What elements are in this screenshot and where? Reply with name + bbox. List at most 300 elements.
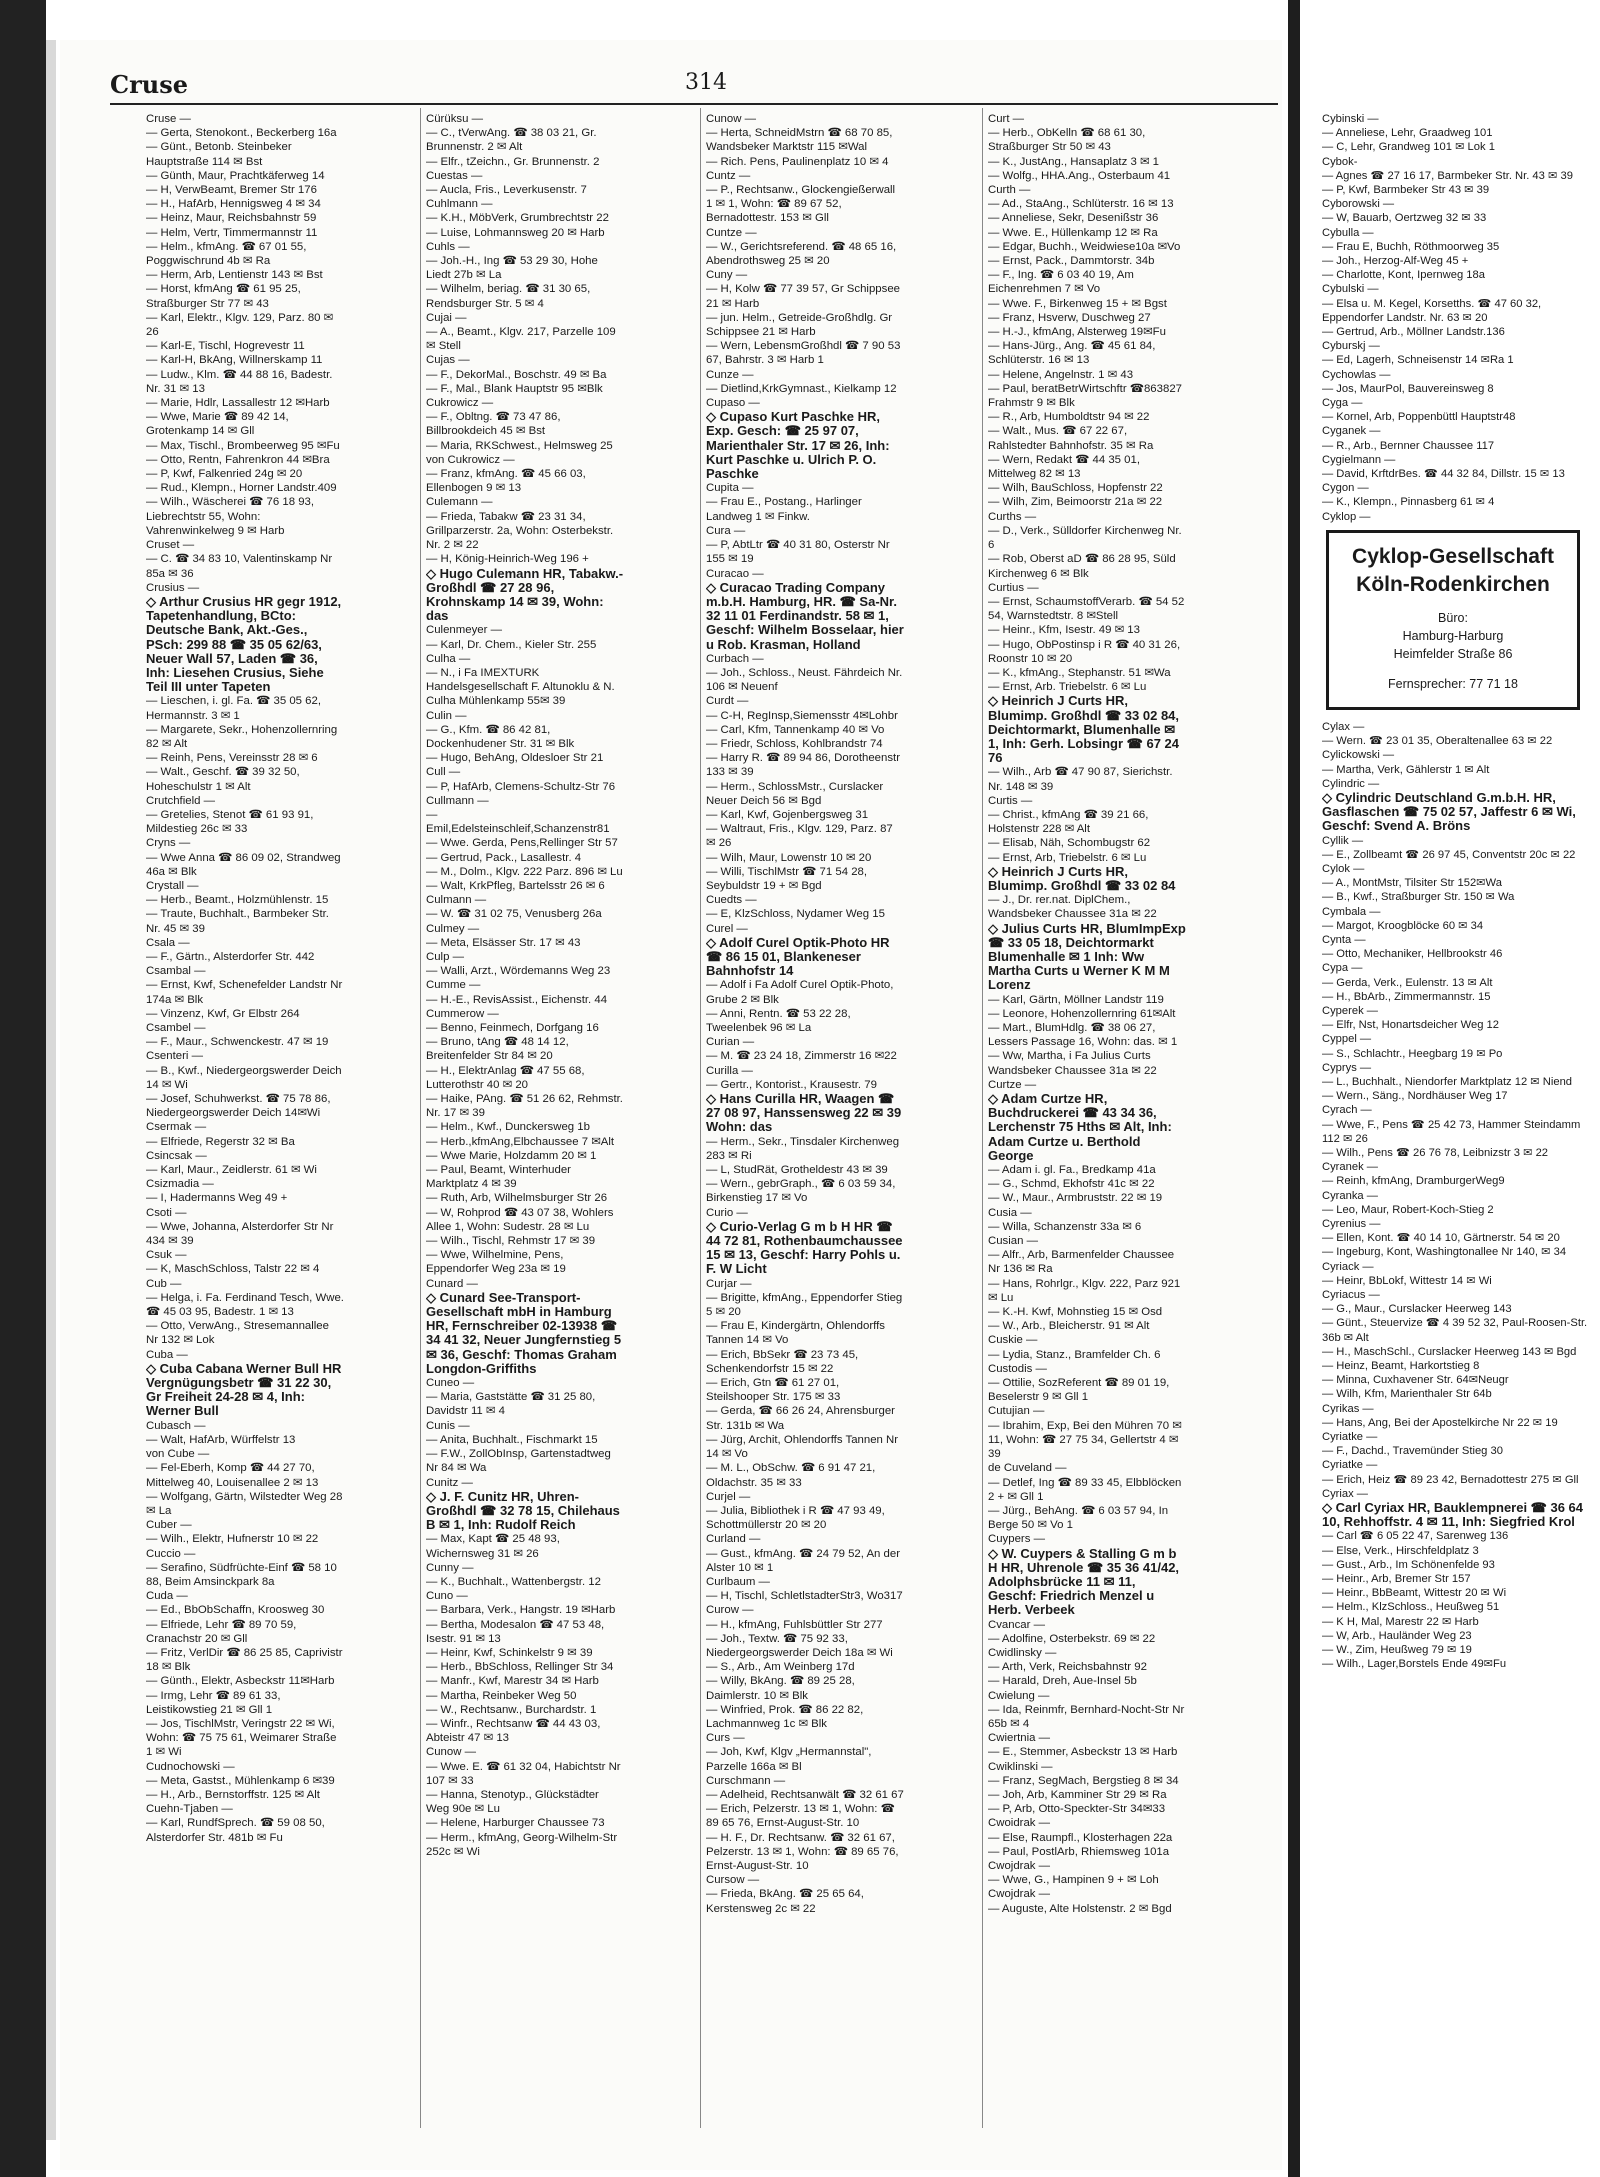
directory-entry: — Manfr., Kwf, Marestr 34 ✉ Harb xyxy=(426,1675,599,1688)
directory-entry: Cuhlmann — xyxy=(426,198,493,211)
directory-entry: — Margarete, Sekr., Hohenzollernring 82 ✉ Alt xyxy=(146,723,338,750)
directory-entry: ◇ Hans Curilla HR, Waagen ☎ 27 08 97, Hanssensweg 22 ✉ 39 Wohn: das xyxy=(706,1092,902,1135)
directory-entry: — Mart., BlumHdlg. ☎ 38 06 27, Lessers Passage 16, Wohn: das. ✉ 1 xyxy=(988,1022,1178,1049)
directory-entry: Curtze — xyxy=(988,1078,1037,1091)
directory-entry: — Martha, Reinbeker Weg 50 xyxy=(426,1689,577,1702)
directory-entry: — Gretelies, Stenot ☎ 61 93 91, Mildestieg 26c ✉ 33 xyxy=(146,808,314,836)
directory-entry: — Anita, Buchhalt., Fischmarkt 15 xyxy=(426,1433,598,1446)
directory-entry: — Wwe Anna ☎ 86 09 02, Strandweg 46a ✉ Blk xyxy=(146,851,341,878)
directory-entry: — Winfr., Rechtsanw ☎ 44 43 03, Abteistr 47 ✉ 13 xyxy=(426,1717,601,1745)
directory-entry: — F., Obltng. ☎ 73 47 86, Billbrookdeich 45 ✉ Bst xyxy=(426,411,561,438)
directory-entry: — Wern. ☎ 23 01 35, Oberaltenallee 63 ✉ 22 xyxy=(1322,735,1553,748)
directory-entry: Cwoidrak — xyxy=(988,1817,1051,1830)
directory-entry: Csoti — xyxy=(146,1206,187,1219)
directory-entry: — Herm., kfmAng, Georg-Wilhelm-Str 252c ✉ Wi xyxy=(426,1831,618,1858)
directory-entry: Cusia — xyxy=(988,1206,1032,1219)
directory-entry: Cwiertnia — xyxy=(988,1732,1051,1745)
directory-entry: — Wolfgang, Gärtn, Wilstedter Weg 28 ✉ La xyxy=(146,1490,343,1517)
directory-entry: — Hans, Rohrlgr., Klgv. 222, Parz 921 ✉ Lu xyxy=(988,1277,1181,1304)
directory-entry: — C., tVerwAng. ☎ 38 03 21, Gr. Brunnenstr. 2 ✉ Alt xyxy=(426,127,597,154)
directory-entry: Custodis — xyxy=(988,1362,1047,1375)
directory-entry: — C, Lehr, Grandweg 101 ✉ Lok 1 xyxy=(1322,141,1495,154)
directory-entry: — J., Dr. rer.nat. DiplChem., Wandsbeker Chaussee 31a ✉ 22 xyxy=(988,894,1157,921)
directory-entry: — H., Arb., Bernstorffstr. 125 ✉ Alt xyxy=(146,1788,320,1801)
directory-entry: Cyperek — xyxy=(1322,1004,1378,1017)
directory-entry: — Elsa u. M. Kegel, Korsetths. ☎ 47 60 32, Eppendorfer Landstr. Nr. 63 ✉ 20 xyxy=(1322,297,1542,324)
directory-entry: Curlbaum — xyxy=(706,1575,770,1588)
directory-entry: ◇ Cuba Cabana Werner Bull HR Vergnügungsbetr ☎ 31 22 30, Gr Freiheit 24-28 ✉ 4, Inh: Werner Bull xyxy=(146,1361,342,1419)
directory-entry: — Carl ☎ 6 05 22 47, Sarenweg 136 xyxy=(1322,1530,1509,1543)
directory-entry: — Joh, Arb, Kamminer Str 29 ✉ Ra xyxy=(988,1788,1167,1801)
directory-entry: — Günth., Elektr, Asbeckstr 11✉Harb xyxy=(146,1675,335,1688)
directory-entry: Cürüksu — xyxy=(426,113,483,125)
directory-entry: — Ludw., Klm. ☎ 44 88 16, Badestr. Nr. 31 ✉ 13 xyxy=(146,368,333,395)
directory-entry: — Jos, TischlMstr, Veringstr 22 ✉ Wi, Wohn: ☎ 75 75 61, Weimarer Straße 1 ✉ Wi xyxy=(146,1717,337,1759)
directory-entry: — Willa, Schanzenstr 33a ✉ 6 xyxy=(988,1220,1142,1233)
directory-entry: — Meta, Gastst., Mühlenkamp 6 ✉39 xyxy=(146,1774,335,1787)
directory-entry: Csala — xyxy=(146,936,190,949)
directory-entry: Csambel — xyxy=(146,1022,206,1034)
directory-entry: — Adolf i Fa Adolf Curel Optik-Photo, Grube 2 ✉ Blk xyxy=(706,979,894,1006)
directory-entry: — Wilh., Wäscherei ☎ 76 18 93, Liebrechtstr 55, Wohn: Vahrenwinkelweg 9 ✉ Harb xyxy=(146,496,315,537)
directory-entry: — Hans-Jürg., Ang. ☎ 45 61 84, Schlüterstr. 16 ✉ 13 xyxy=(988,340,1156,367)
directory-entry: Cybinski — xyxy=(1322,113,1379,125)
directory-entry: Crusius — xyxy=(146,581,200,594)
directory-entry: — L, StudRät, Grotheldestr 43 ✉ 39 xyxy=(706,1164,888,1177)
directory-entry: — Heinr, BbLokf, Wittestr 14 ✉ Wi xyxy=(1322,1274,1492,1287)
directory-entry: Cubasch — xyxy=(146,1419,206,1432)
directory-entry: Curio — xyxy=(706,1206,748,1219)
directory-entry: Cunis — xyxy=(426,1419,470,1432)
directory-entry: — Adolfine, Osterbekstr. 69 ✉ 22 xyxy=(988,1632,1156,1645)
directory-entry: Cuehn-Tjaben — xyxy=(146,1803,233,1816)
directory-entry: — H, VerwBeamt, Bremer Str 176 xyxy=(146,184,317,197)
directory-entry: Cybulski — xyxy=(1322,283,1379,296)
directory-entry: Curland — xyxy=(706,1533,761,1546)
column-divider xyxy=(700,108,701,2128)
directory-entry: Cyllik — xyxy=(1322,834,1364,847)
directory-entry: — Elisab, Näh, Schombugstr 62 xyxy=(988,837,1151,850)
directory-entry: — H., ElektrAnlag ☎ 47 55 68, Lutterothstr 40 ✉ 20 xyxy=(426,1064,585,1091)
directory-entry: — Karl, Gärtn, Möllner Landstr 119 xyxy=(988,993,1164,1006)
directory-entry: — Helene, Harburger Chaussee 73 xyxy=(426,1817,605,1830)
directory-entry: Cuntze — xyxy=(706,226,757,239)
directory-entry: ◇ Hugo Culemann HR, Tabakw.-Großhdl ☎ 27 28 96, Krohnskamp 14 ✉ 39, Wohn: das xyxy=(426,566,624,624)
directory-entry: Cvancar — xyxy=(988,1618,1045,1631)
directory-entry: — Walt, KrkPfleg, Bartelsstr 26 ✉ 6 xyxy=(426,879,605,892)
directory-entry: Curilla — xyxy=(706,1064,753,1077)
directory-entry: — R., Arb, Humboldtstr 94 ✉ 22 xyxy=(988,411,1150,424)
directory-entry: — Erich, Heiz ☎ 89 23 42, Bernadottestr 275 ✉ Gll xyxy=(1322,1473,1579,1486)
directory-entry: — Rich. Pens, Paulinenplatz 10 ✉ 4 xyxy=(706,155,889,168)
directory-entry: — Ad., StaAng., Schlüterstr. 16 ✉ 13 xyxy=(988,198,1174,211)
directory-entry: — H., BbArb., Zimmermannstr. 15 xyxy=(1322,990,1491,1003)
directory-entry: — I, Hadermanns Weg 49 + xyxy=(146,1192,288,1205)
directory-entry: — Erich, Gtn ☎ 61 27 01, Steilshooper Str. 175 ✉ 33 xyxy=(706,1377,841,1404)
directory-entry: — David, KrftdrBes. ☎ 44 32 84, Dillstr. 15 ✉ 13 xyxy=(1322,468,1565,481)
directory-entry: — Elfriede, Regerstr 32 ✉ Ba xyxy=(146,1135,295,1148)
directory-entry: Cunitz — xyxy=(426,1476,473,1489)
directory-entry: — Herm., Sekr., Tinsdaler Kirchenweg 283 ✉ Ri xyxy=(706,1135,900,1162)
directory-entry: ◇ Cunard See-Transport-Gesellschaft mbH in Hamburg HR, Fernschreiber 02-13938 ☎ 34 41 32, Neuer Jungfernstieg 5 ✉ 36, Geschf: Thomas Graham Longdon-Griffiths xyxy=(426,1290,622,1376)
directory-entry: — Willy, BkAng. ☎ 89 25 28, Daimlerstr. 10 ✉ Blk xyxy=(706,1675,855,1702)
directory-entry: Cuedts — xyxy=(706,894,757,907)
directory-entry: — Reinh, Pens, Vereinsstr 28 ✉ 6 xyxy=(146,752,318,765)
directory-entry: — Harry R. ☎ 89 94 86, Dorotheenstr 133 ✉ 39 xyxy=(706,752,900,779)
directory-entry: Cygon — xyxy=(1322,482,1369,495)
directory-entry: — Helm., Kwf., Dunckersweg 1b xyxy=(426,1121,590,1134)
directory-entry: Curjel — xyxy=(706,1490,751,1503)
directory-entry: Cunow — xyxy=(426,1746,477,1759)
directory-entry: — Joh., Schloss., Neust. Fährdeich Nr. 106 ✉ Neuenf xyxy=(706,666,903,694)
page-gutter xyxy=(1288,0,1300,2177)
directory-entry: — R., Arb., Bernner Chaussee 117 xyxy=(1322,439,1495,452)
directory-entry: — Wwe, F., Pens ☎ 25 42 73, Hammer Steindamm 112 ✉ 26 xyxy=(1322,1118,1581,1145)
directory-entry: — Irmg, Lehr ☎ 89 61 33, Leistikowstieg 21 ✉ Gll 1 xyxy=(146,1689,281,1716)
directory-entry: ◇ Curacao Trading Company m.b.H. Hamburg, HR. ☎ Sa-Nr. 32 11 01 Ferdinandstr. 58 ✉ 1, Geschf: Wilhelm Bosselaar, hier u Rob. Krasman, Holland xyxy=(706,580,904,652)
directory-entry: — Erich, BbSekr ☎ 23 73 45, Schenkendorfstr 15 ✉ 22 xyxy=(706,1348,859,1375)
directory-entry: — Agnes ☎ 27 16 17, Barmbeker Str. Nr. 43 ✉ 39 xyxy=(1322,169,1573,182)
directory-entry: — A., Beamt., Klgv. 217, Parzelle 109 ✉ Stell xyxy=(426,326,616,353)
directory-entry: — Hans, Ang, Bei der Apostelkirche Nr 22 ✉ 19 xyxy=(1322,1416,1558,1429)
directory-entry: — H, Tischl, SchletlstadterStr3, Wo317 xyxy=(706,1590,903,1603)
directory-entry: — G., Kfm. ☎ 86 42 81, Dockenhudener Str. 31 ✉ Blk xyxy=(426,723,575,750)
directory-entry: — Maria, Gaststätte ☎ 31 25 80, Davidstr 11 ✉ 4 xyxy=(426,1391,596,1418)
directory-entry: — Gertrud, Arb., Möllner Landstr.136 xyxy=(1322,326,1505,339)
directory-entry: — K., kfmAng., Stephanstr. 51 ✉Wa xyxy=(988,666,1171,679)
directory-entry: — Franz, kfmAng. ☎ 45 66 03, Ellenbogen 9 ✉ 13 xyxy=(426,468,586,495)
directory-entry: — Rud., Klempn., Horner Landstr.409 xyxy=(146,482,337,495)
directory-entry: — Hanna, Stenotyp., Glückstädter Weg 90e ✉ Lu xyxy=(426,1788,599,1816)
directory-entry: Csizmadia — xyxy=(146,1178,214,1191)
ad-office-label: Büro: xyxy=(1438,610,1468,625)
directory-entry: — G., Schmd, Ekhofstr 41c ✉ 22 xyxy=(988,1178,1155,1191)
directory-entry: Cuba — xyxy=(146,1348,188,1361)
directory-entry: — Wilh., Elektr, Hufnerstr 10 ✉ 22 xyxy=(146,1533,319,1546)
directory-entry: — Else, Verk., Hirschfeldplatz 3 xyxy=(1322,1544,1479,1557)
directory-entry: — D., Verk., Sülldorfer Kirchenweg Nr. 6 xyxy=(988,524,1182,552)
directory-entry: — Anneliese, Sekr, Desenißstr 36 xyxy=(988,212,1159,225)
directory-entry: Cuntz — xyxy=(706,169,751,182)
directory-entry: ◇ Curio-Verlag G m b H HR ☎ 44 72 81, Rothenbaumchaussee 15 ✉ 13, Geschf: Harry Pohls u. F. W Licht xyxy=(706,1219,903,1277)
directory-entry: — F.W., ZollObInsp, Gartenstadtweg Nr 84 ✉ Wa xyxy=(426,1448,611,1475)
directory-entry: Cwidlinsky — xyxy=(988,1646,1057,1659)
directory-entry: Culemann — xyxy=(426,496,493,509)
ad-office-city: Hamburg-Harburg xyxy=(1402,628,1504,643)
directory-entry: — Ed., BbObSchaffn, Kroosweg 30 xyxy=(146,1604,325,1617)
directory-entry: — Joh.-H., Ing ☎ 53 29 30, Hohe Liedt 27b ✉ La xyxy=(426,255,598,282)
directory-entry: Cuskie — xyxy=(988,1334,1038,1347)
directory-entry: — Carl, Kfm, Tannenkamp 40 ✉ Vo xyxy=(706,723,885,736)
directory-entry: — Margot, Kroogblöcke 60 ✉ 34 xyxy=(1322,919,1484,932)
column-divider xyxy=(982,108,983,2128)
directory-entry: Cunny — xyxy=(426,1561,474,1574)
column-1 xyxy=(146,112,344,2132)
directory-entry: — P., Rechtsanw., Glockengießerwall 1 ✉ 1, Wohn: ☎ 89 67 52, Bernadottestr. 153 ✉ Gll xyxy=(706,184,896,225)
directory-entry: — F., Ing. ☎ 6 03 40 19, Am Eichenrehmen 7 ✉ Vo xyxy=(988,269,1134,296)
directory-entry: Curschmann — xyxy=(706,1774,786,1787)
directory-entry: Cwiklinski — xyxy=(988,1760,1053,1773)
ad-title-1: Cyklop-Gesellschaft xyxy=(1352,544,1554,568)
directory-entry: — Gertr., Kontorist., Krausestr. 79 xyxy=(706,1078,877,1091)
directory-entry: Cukrowicz — xyxy=(426,397,494,410)
directory-entry: — Ibrahim, Exp, Bei den Mühren 70 ✉ 11, Wohn: ☎ 27 75 34, Gellertstr 4 ✉ 39 xyxy=(988,1419,1182,1461)
directory-entry: — Reinh, kfmAng, DramburgerWeg9 xyxy=(1322,1175,1505,1188)
directory-entry: — C. ☎ 34 83 10, Valentinskamp Nr 85a ✉ 36 xyxy=(146,553,333,580)
directory-entry: — Bertha, Modesalon ☎ 47 53 48, Isestr. 91 ✉ 13 xyxy=(426,1618,605,1645)
directory-entry: — W., Gerichtsreferend. ☎ 48 65 16, Abendrothsweg 25 ✉ 20 xyxy=(706,240,897,268)
directory-entry: — Max, Tischl., Brombeerweg 95 ✉Fu xyxy=(146,439,340,452)
directory-entry: — Erich, Pelzerstr. 13 ✉ 1, Wohn: ☎ 89 65 76, Ernst-August-Str. 10 xyxy=(706,1803,895,1830)
directory-entry: — H, König-Heinrich-Weg 196 + xyxy=(426,553,589,566)
directory-entry: — Ernst, Arb, Triebelstr. 6 ✉ Lu xyxy=(988,851,1147,864)
directory-entry: Cyriack — xyxy=(1322,1260,1374,1273)
directory-entry: Csermak — xyxy=(146,1121,207,1134)
directory-entry: — P, Kwf, Falkenried 24g ✉ 20 xyxy=(146,468,303,481)
directory-entry: Cynta — xyxy=(1322,933,1366,946)
directory-entry: — Gerda, ☎ 66 26 24, Ahrensburger Str. 131b ✉ Wa xyxy=(706,1405,895,1432)
directory-entry: — H.-J., kfmAng, Alsterweg 19✉Fu xyxy=(988,326,1166,339)
directory-entry: — Else, Raumpfl., Klosterhagen 22a xyxy=(988,1831,1173,1844)
directory-entry: — Aucla, Fris., Leverkusenstr. 7 xyxy=(426,184,587,197)
directory-entry: — M., Dolm., Klgv. 222 Parz. 896 ✉ Lu xyxy=(426,865,623,878)
directory-entry: — Walli, Arzt., Wördemanns Weg 23 xyxy=(426,965,611,978)
directory-entry: Cyborowski — xyxy=(1322,198,1395,211)
directory-entry: Cygielmann — xyxy=(1322,453,1396,466)
directory-entry: — Ww, Martha, i Fa Julius Curts Wandsbeker Chaussee 31a ✉ 22 xyxy=(988,1050,1157,1077)
column-5 xyxy=(1322,112,1590,2132)
directory-entry: Cyranek — xyxy=(1322,1161,1378,1174)
directory-entry: — Wwe, G., Hampinen 9 + ✉ Loh xyxy=(988,1874,1159,1887)
directory-entry: — K, MaschSchloss, Talstr 22 ✉ 4 xyxy=(146,1263,320,1276)
directory-entry: — Karl, RundfSprech. ☎ 59 08 50, Alsterdorfer Str. 481b ✉ Fu xyxy=(146,1817,325,1844)
directory-entry: Cujai — xyxy=(426,311,467,324)
directory-entry: — Gust., Arb., Im Schönenfelde 93 xyxy=(1322,1558,1495,1571)
directory-entry: ◇ Heinrich J Curts HR, Blumimp. Großhdl ☎ 33 02 84, Deichtormarkt, Blumenhalle ✉ 1, Inh: Gerh. Lobsingr ☎ 67 24 76 xyxy=(988,694,1180,766)
directory-entry: — W., Zim, Heußweg 79 ✉ 19 xyxy=(1322,1644,1472,1657)
directory-entry: Cyga — xyxy=(1322,397,1363,410)
directory-entry: — Anni, Rentn. ☎ 53 22 28, Tweelenbek 96 ✉ La xyxy=(706,1007,851,1034)
directory-entry: Cupaso — xyxy=(706,397,760,410)
directory-entry: — Max, Kapt ☎ 25 48 93, Wichernsweg 31 ✉ 26 xyxy=(426,1533,560,1560)
directory-entry: Culp — xyxy=(426,950,464,963)
directory-entry: — Walt., Geschf. ☎ 39 32 50, Hoheschulstr 1 ✉ Alt xyxy=(146,766,300,793)
directory-entry: — Detlef, Ing ☎ 89 33 45, Elbblöcken 2 + ✉ Gll 1 xyxy=(988,1476,1182,1503)
directory-entry: — M. L., ObSchw. ☎ 6 91 47 21, Oldachstr. 35 ✉ 33 xyxy=(706,1462,876,1489)
directory-entry: — W, Arb., Hauländer Weg 23 xyxy=(1322,1629,1472,1642)
directory-entry: — Horst, kfmAng ☎ 61 95 25, Straßburger Str 77 ✉ 43 xyxy=(146,283,301,310)
directory-entry: Cyrikas — xyxy=(1322,1402,1374,1415)
directory-entry: — K.H., MöbVerk, Grumbrechtstr 22 xyxy=(426,212,609,225)
directory-entry: — P, Arb, Otto-Speckter-Str 34✉33 xyxy=(988,1803,1166,1816)
directory-entry: — Wern., Säng., Nordhäuser Weg 17 xyxy=(1322,1090,1508,1103)
directory-entry: — Gerta, Stenokont., Beckerberg 16a xyxy=(146,127,337,140)
directory-entry: Cusian — xyxy=(988,1235,1039,1248)
directory-entry: von Cukrowicz — xyxy=(426,453,515,466)
directory-entry: — Herb.,kfmAng,Elbchaussee 7 ✉Alt xyxy=(426,1135,615,1148)
directory-entry: — Wilhelm, beriag. ☎ 31 30 65, Rendsburger Str. 5 ✉ 4 xyxy=(426,283,591,310)
directory-entry: — Herm., SchlossMstr., Curslacker Neuer Deich 56 ✉ Bgd xyxy=(706,780,884,807)
directory-entry: — Wilh., Arb ☎ 47 90 87, Sierichstr. Nr. 148 ✉ 39 xyxy=(988,766,1173,793)
directory-entry: — Ernst, Arb. Triebelstr. 6 ✉ Lu xyxy=(988,681,1147,694)
directory-entry: ◇ Arthur Crusius HR gegr 1912, Tapetenhandlung, BCto: Deutsche Bank, Akt.-Ges., PSch: 299 88 ☎ 35 05 62/63, Neuer Wall 57, Laden ☎ 36, Inh: Liesehen Crusius, Siehe Teil III unter Tapeten xyxy=(146,594,342,695)
directory-entry: Cruse — xyxy=(146,113,191,125)
directory-entry: Csuk — xyxy=(146,1249,187,1262)
directory-entry: — E., Stemmer, Asbeckstr 13 ✉ Harb xyxy=(988,1746,1178,1759)
directory-entry: — Günt., Betonb. Steinbeker Hauptstraße 114 ✉ Bst xyxy=(146,141,292,168)
ad-office-street: Heimfelder Straße 86 xyxy=(1393,646,1513,661)
directory-entry: — E, KlzSchloss, Nydamer Weg 15 xyxy=(706,908,885,921)
header-rule xyxy=(110,103,1278,105)
directory-entry: Cuestas — xyxy=(426,169,483,182)
directory-entry: — F., Maur., Schwenckestr. 47 ✉ 19 xyxy=(146,1036,329,1049)
ad-title-2: Köln-Rodenkirchen xyxy=(1356,572,1550,596)
directory-entry: von Cube — xyxy=(146,1448,210,1461)
directory-entry: — F., Mal., Blank Hauptstr 95 ✉Blk xyxy=(426,382,603,395)
directory-entry: — Joh., Textw. ☎ 75 92 33, Niedergeorgswerder Deich 18a ✉ Wi xyxy=(706,1632,893,1659)
directory-entry: — Lydia, Stanz., Bramfelder Ch. 6 xyxy=(988,1348,1161,1361)
directory-entry: — Günt., Steuervize ☎ 4 39 52 32, Paul-Roosen-Str. 36b ✉ Alt xyxy=(1322,1317,1588,1344)
directory-entry: — Wwe, Johanna, Alsterdorfer Str Nr 434 ✉ 39 xyxy=(146,1220,334,1248)
directory-entry: Curtis — xyxy=(988,794,1033,807)
directory-entry: — Willi, TischlMstr ☎ 71 54 28, Seybuldstr 19 + ✉ Bgd xyxy=(706,865,868,892)
directory-entry: — Herb., ObKelln ☎ 68 61 30, Straßburger Str 50 ✉ 43 xyxy=(988,127,1146,154)
directory-entry: — Winfried, Prok. ☎ 86 22 82, Lachmannweg 1c ✉ Blk xyxy=(706,1703,864,1730)
directory-entry: Cull — xyxy=(426,766,461,779)
directory-entry: — S., Schlachtr., Heegbarg 19 ✉ Po xyxy=(1322,1047,1503,1060)
directory-entry: — Wern., gebrGraph., ☎ 6 03 59 34, Birkenstieg 17 ✉ Vo xyxy=(706,1178,896,1205)
directory-entry: Cybok- xyxy=(1322,155,1358,168)
directory-entry: Curbach — xyxy=(706,652,764,665)
directory-entry: Curdt — xyxy=(706,695,749,708)
directory-entry: Cunze — xyxy=(706,368,754,381)
column-3 xyxy=(706,112,904,2132)
directory-entry: — Wilh, BauSchloss, Hopfenstr 22 xyxy=(988,482,1163,495)
directory-entry: — Karl, Maur., Zeidlerstr. 61 ✉ Wi xyxy=(146,1164,317,1177)
directory-entry: Cybulla — xyxy=(1322,226,1374,239)
directory-entry: — Otto, VerwAng., Stresemannallee Nr 132 ✉ Lok xyxy=(146,1320,329,1347)
directory-entry: Culha — xyxy=(426,652,471,665)
directory-entry: — Jos, MaurPol, Bauvereinsweg 8 xyxy=(1322,382,1494,395)
directory-entry: — Ed, Lagerh, Schneisenstr 14 ✉Ra 1 xyxy=(1322,354,1514,367)
directory-entry: Crutchfield — xyxy=(146,794,216,807)
directory-entry: — Jürg, Archit, Ohlendorffs Tannen Nr 14 ✉ Vo xyxy=(706,1433,899,1461)
directory-entry: — Heinz, Maur, Reichsbahnstr 59 xyxy=(146,212,317,225)
directory-entry: — F., Dachd., Travemünder Stieg 30 xyxy=(1322,1445,1503,1458)
directory-entry: Cyriatke — xyxy=(1322,1431,1378,1444)
directory-entry: — Joh., Herzog-Alf-Weg 45 + xyxy=(1322,255,1469,268)
directory-entry: — Dietlind,KrkGymnast., Kielkamp 12 xyxy=(706,382,897,395)
scan-margin-left xyxy=(46,40,56,2140)
directory-entry: — Jürg., BehAng. ☎ 6 03 57 94, In Berge 50 ✉ Vo 1 xyxy=(988,1504,1169,1532)
directory-entry: — Frieda, BkAng. ☎ 25 65 64, Kerstensweg 2c ✉ 22 xyxy=(706,1888,864,1915)
directory-entry: Curian — xyxy=(706,1036,755,1049)
directory-entry: — Elfriede, Lehr ☎ 89 70 59, Cranachstr 20 ✉ Gll xyxy=(146,1618,297,1645)
directory-entry: — Wilh, Kfm, Marienthaler Str 64b xyxy=(1322,1388,1492,1401)
directory-entry: — Benno, Feinmech, Dorfgang 16 xyxy=(426,1022,599,1034)
directory-entry: — B., Kwf., Niedergeorgswerder Deich 14 ✉ Wi xyxy=(146,1064,342,1091)
directory-entry: Curth — xyxy=(988,184,1031,197)
directory-entry: — Gerda, Verk., Eulenstr. 13 ✉ Alt xyxy=(1322,976,1493,989)
directory-entry: Cyriax — xyxy=(1322,1487,1368,1500)
directory-entry: Cub — xyxy=(146,1277,182,1290)
directory-entry: Cymbala — xyxy=(1322,905,1381,918)
directory-entry: — A., MontMstr, Tilsiter Str 152✉Wa xyxy=(1322,877,1502,890)
directory-entry: — W, Rohprod ☎ 43 07 38, Wohlers Allee 1, Wohn: Sudestr. 28 ✉ Lu xyxy=(426,1206,614,1233)
directory-entry: — Elfr., tZeichn., Gr. Brunnenstr. 2 xyxy=(426,155,600,168)
directory-entry: — Lieschen, i. gl. Fa. ☎ 35 05 62, Hermannstr. 3 ✉ 1 xyxy=(146,695,322,722)
directory-entry: Cyrach — xyxy=(1322,1104,1372,1117)
directory-entry: Curjar — xyxy=(706,1277,752,1290)
directory-entry: — Wilh., Lager,Borstels Ende 49✉Fu xyxy=(1322,1658,1507,1671)
directory-entry: Cychowlas — xyxy=(1322,368,1391,381)
directory-entry: — Heinr., Kfm, Isestr. 49 ✉ 13 xyxy=(988,624,1140,637)
directory-entry: — Heinr, Kwf, Schinkelstr 9 ✉ 39 xyxy=(426,1646,593,1659)
directory-entry: — Karl, Kwf, Gojenbergsweg 31 xyxy=(706,808,869,821)
directory-entry: — K., JustAng., Hansaplatz 3 ✉ 1 xyxy=(988,155,1159,168)
page-number: 314 xyxy=(685,70,727,95)
directory-entry: — Harald, Dreh, Aue-Insel 5b xyxy=(988,1675,1137,1688)
directory-entry: Cryns — xyxy=(146,837,191,850)
directory-entry: ◇ Adam Curtze HR, Buchdruckerei ☎ 43 34 36, Lerchenstr 75 Hths ✉ Alt, Inh: Adam Curtze u. Berthold George xyxy=(988,1092,1172,1163)
directory-entry: Culin — xyxy=(426,709,467,722)
directory-entry: Cypa — xyxy=(1322,962,1363,975)
directory-entry: Curel — xyxy=(706,922,748,935)
directory-entry: Cyranka — xyxy=(1322,1189,1378,1202)
cyklop-advertisement xyxy=(1326,530,1580,710)
directory-entry: — Friedr, Schloss, Kohlbrandstr 74 xyxy=(706,737,883,750)
directory-entry: Cyganek — xyxy=(1322,425,1381,438)
directory-entry: — Helm, Vertr, Timmermannstr 11 xyxy=(146,226,318,239)
directory-entry: — Wilh., Tischl, Rehmstr 17 ✉ 39 xyxy=(426,1235,596,1248)
directory-entry: — Ernst, Kwf, Schenefelder Landstr Nr 174a ✉ Blk xyxy=(146,979,343,1006)
directory-entry: — Traute, Buchhalt., Barmbeker Str. Nr. 45 ✉ 39 xyxy=(146,908,329,935)
directory-entry: Curths — xyxy=(988,510,1037,523)
directory-entry: — Meta, Elsässer Str. 17 ✉ 43 xyxy=(426,936,581,949)
directory-entry: — H., kfmAng, Fuhlsbüttler Str 277 xyxy=(706,1618,883,1631)
directory-entry: Cuypers — xyxy=(988,1533,1045,1546)
directory-entry: — Frau E, Buchh, Röthmoorweg 35 xyxy=(1322,240,1500,253)
directory-entry: Crystall — xyxy=(146,879,199,892)
directory-entry: — Emil,Edelsteinschleif,Schanzenstr81 xyxy=(426,808,610,836)
directory-entry: — Hugo, BehAng, Oldesloer Str 21 xyxy=(426,752,604,765)
directory-entry: — K., Buchhalt., Wattenbergstr. 12 xyxy=(426,1575,601,1588)
directory-entry: Csincsak — xyxy=(146,1149,207,1162)
directory-entry: Cyriatke — xyxy=(1322,1459,1378,1472)
directory-entry: — Vinzenz, Kwf, Gr Elbstr 264 xyxy=(146,1007,300,1020)
directory-entry: — Frieda, Tabakw ☎ 23 31 34, Grillparzerstr. 2a, Wohn: Osterbekstr. Nr. 2 ✉ 22 xyxy=(426,510,614,552)
directory-entry: — Paul, PostlArb, Rhiemsweg 101a xyxy=(988,1845,1170,1858)
directory-entry: — W, Bauarb, Oertzweg 32 ✉ 33 xyxy=(1322,212,1487,225)
directory-entry: — Alfr., Arb, Barmenfelder Chaussee Nr 136 ✉ Ra xyxy=(988,1249,1175,1276)
directory-entry: — Heinr., Arb, Bremer Str 157 xyxy=(1322,1573,1471,1586)
directory-entry: — Ingeburg, Kont, Washingtonallee Nr 140, ✉ 34 xyxy=(1322,1246,1567,1259)
directory-entry: Curt — xyxy=(988,113,1025,125)
directory-entry: — Arth, Verk, Reichsbahnstr 92 xyxy=(988,1661,1147,1674)
directory-entry: Cylax — xyxy=(1322,720,1365,733)
directory-entry: — Josef, Schuhwerkst. ☎ 75 78 86, Niedergeorgswerder Deich 14✉Wi xyxy=(146,1093,331,1120)
directory-entry: — K H, Mal, Marestr 22 ✉ Harb xyxy=(1322,1615,1479,1628)
directory-entry: — Franz, Hsverw, Duschweg 27 xyxy=(988,311,1151,324)
directory-entry: — Joh, Kwf, Klgv „Hermannstal", Parzelle 166a ✉ Bl xyxy=(706,1746,872,1773)
directory-entry: Cylindric — xyxy=(1322,777,1380,790)
directory-entry: — Helm., kfmAng. ☎ 67 01 55, Poggwischrund 4b ✉ Ra xyxy=(146,240,307,268)
directory-entry: Cummerow — xyxy=(426,1007,499,1020)
directory-entry: — Ruth, Arb, Wilhelmsburger Str 26 xyxy=(426,1192,608,1205)
directory-entry: — S., Arb., Am Weinberg 17d xyxy=(706,1661,855,1674)
directory-entry: — Paul, beratBetrWirtschftr ☎863827 Frahmstr 9 ✉ Blk xyxy=(988,382,1182,410)
directory-entry: Cuno — xyxy=(426,1590,468,1603)
